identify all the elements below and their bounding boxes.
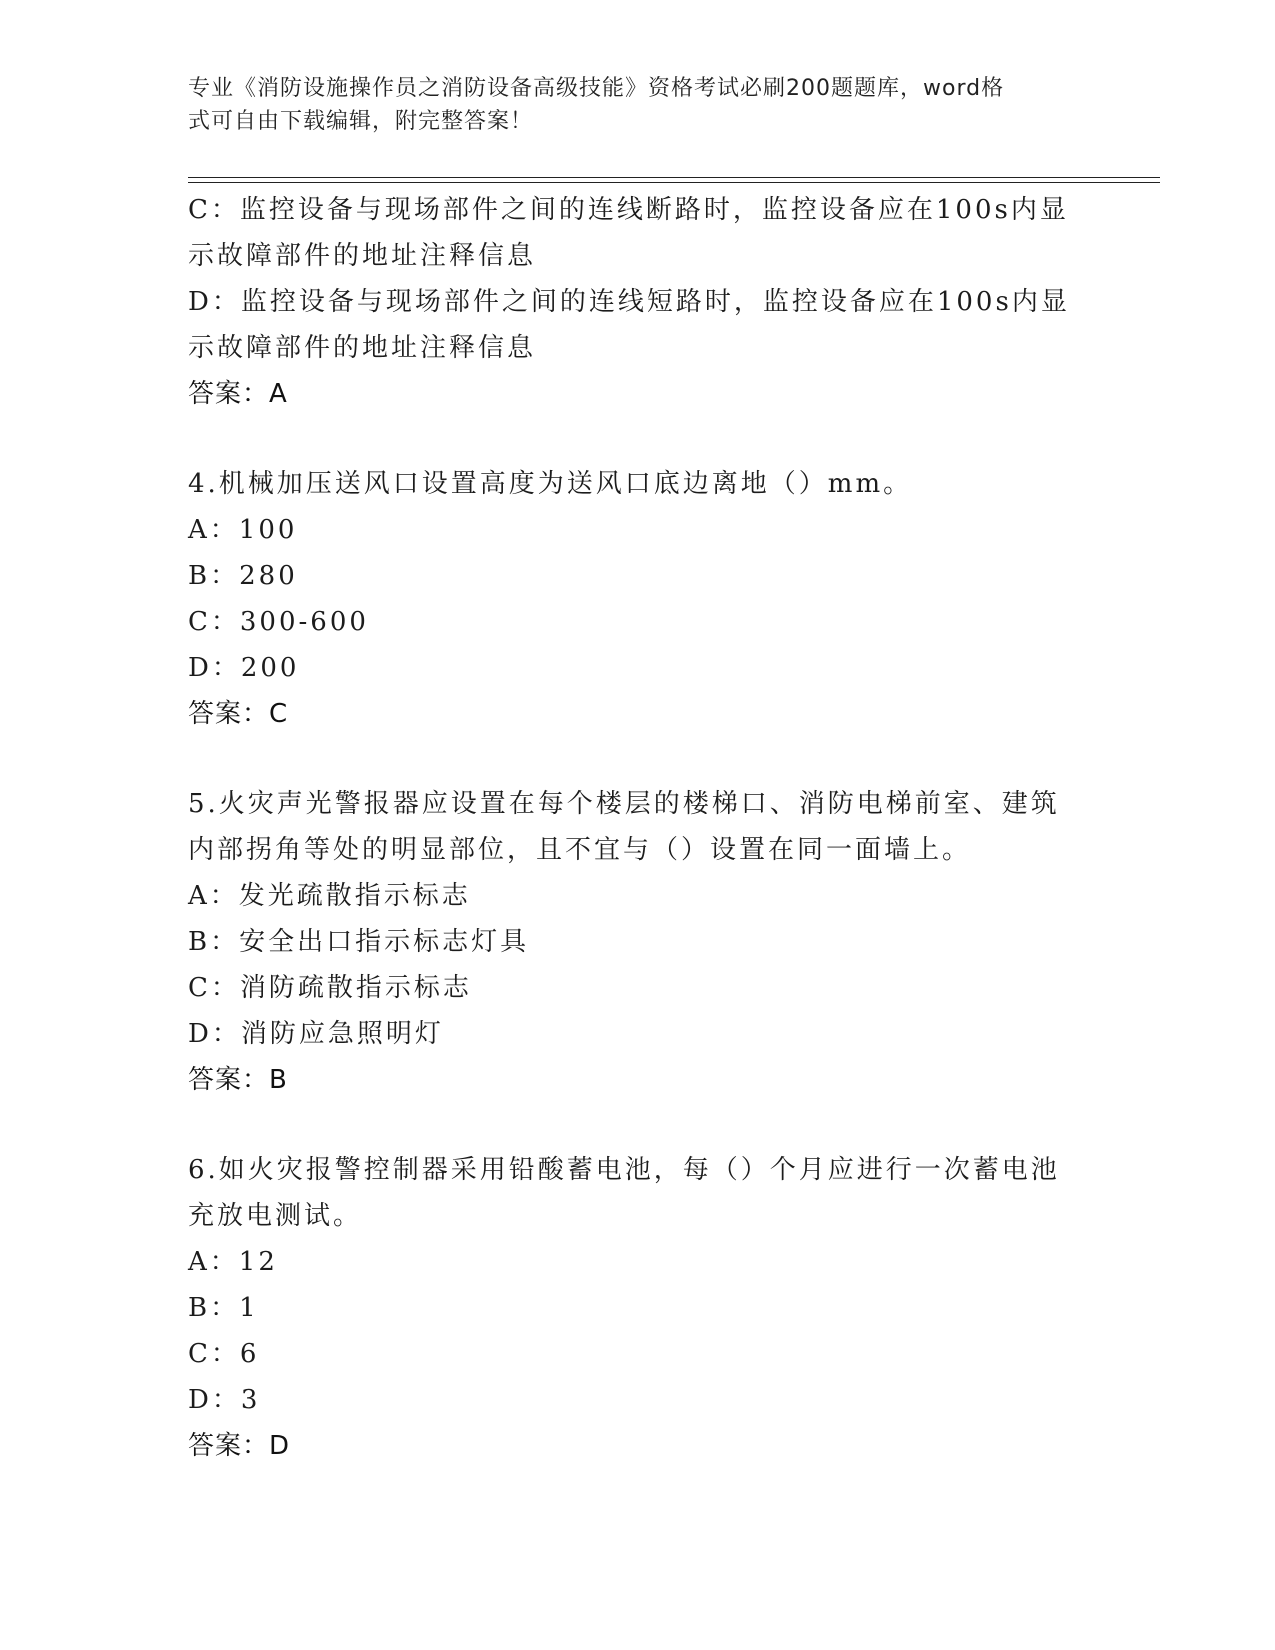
spacer <box>188 1103 1068 1147</box>
header-divider-bottom <box>188 182 1160 183</box>
q5-option-a: A：发光疏散指示标志 <box>188 881 471 911</box>
q4-stem: 4.机械加压送风口设置高度为送风口底边离地（）mm。 <box>188 469 913 499</box>
question-3-continued <box>188 187 1068 417</box>
q4-answer: 答案：C <box>188 699 289 729</box>
spacer <box>188 417 1068 461</box>
q3-answer: 答案：A <box>188 379 288 409</box>
q5-option-d: D：消防应急照明灯 <box>188 1019 444 1049</box>
spacer <box>188 737 1068 781</box>
q6-stem-line-1: 6.如火灾报警控制器采用铅酸蓄电池，每（）个月应进行一次蓄电池 <box>188 1155 1060 1185</box>
q4-option-a: A：100 <box>188 515 298 545</box>
q6-answer: 答案：D <box>188 1431 291 1461</box>
document-header <box>188 72 1068 138</box>
question-4 <box>188 461 1068 737</box>
q5-answer: 答案：B <box>188 1065 288 1095</box>
q3-option-d-line-1: D：监控设备与现场部件之间的连线短路时，监控设备应在100s内显 <box>188 287 1070 317</box>
q4-option-c: C：300-600 <box>188 607 369 637</box>
q3-option-c-line-2: 示故障部件的地址注释信息 <box>188 241 537 271</box>
q3-option-c-line-1: C：监控设备与现场部件之间的连线断路时，监控设备应在100s内显 <box>188 195 1069 225</box>
q5-option-c: C：消防疏散指示标志 <box>188 973 472 1003</box>
q4-option-b: B：280 <box>188 561 298 591</box>
q4-option-d: D：200 <box>188 653 300 683</box>
q6-option-d: D：3 <box>188 1385 261 1415</box>
q6-option-b: B：1 <box>188 1293 259 1323</box>
question-6 <box>188 1147 1068 1469</box>
q5-stem-line-2: 内部拐角等处的明显部位，且不宜与（）设置在同一面墙上。 <box>188 835 972 865</box>
q3-option-d-line-2: 示故障部件的地址注释信息 <box>188 333 537 363</box>
question-list <box>188 187 1068 1469</box>
question-5 <box>188 781 1068 1103</box>
header-divider-top <box>188 177 1160 178</box>
header-line-2: 式可自由下载编辑，附完整答案！ <box>188 109 534 134</box>
q6-stem-line-2: 充放电测试。 <box>188 1201 363 1231</box>
q6-option-a: A：12 <box>188 1247 278 1277</box>
q6-option-c: C：6 <box>188 1339 260 1369</box>
q5-option-b: B：安全出口指示标志灯具 <box>188 927 530 957</box>
header-line-1: 专业《消防设施操作员之消防设备高级技能》资格考试必刷200题题库，word格 <box>188 76 1005 101</box>
q5-stem-line-1: 5.火灾声光警报器应设置在每个楼层的楼梯口、消防电梯前室、建筑 <box>188 789 1060 819</box>
